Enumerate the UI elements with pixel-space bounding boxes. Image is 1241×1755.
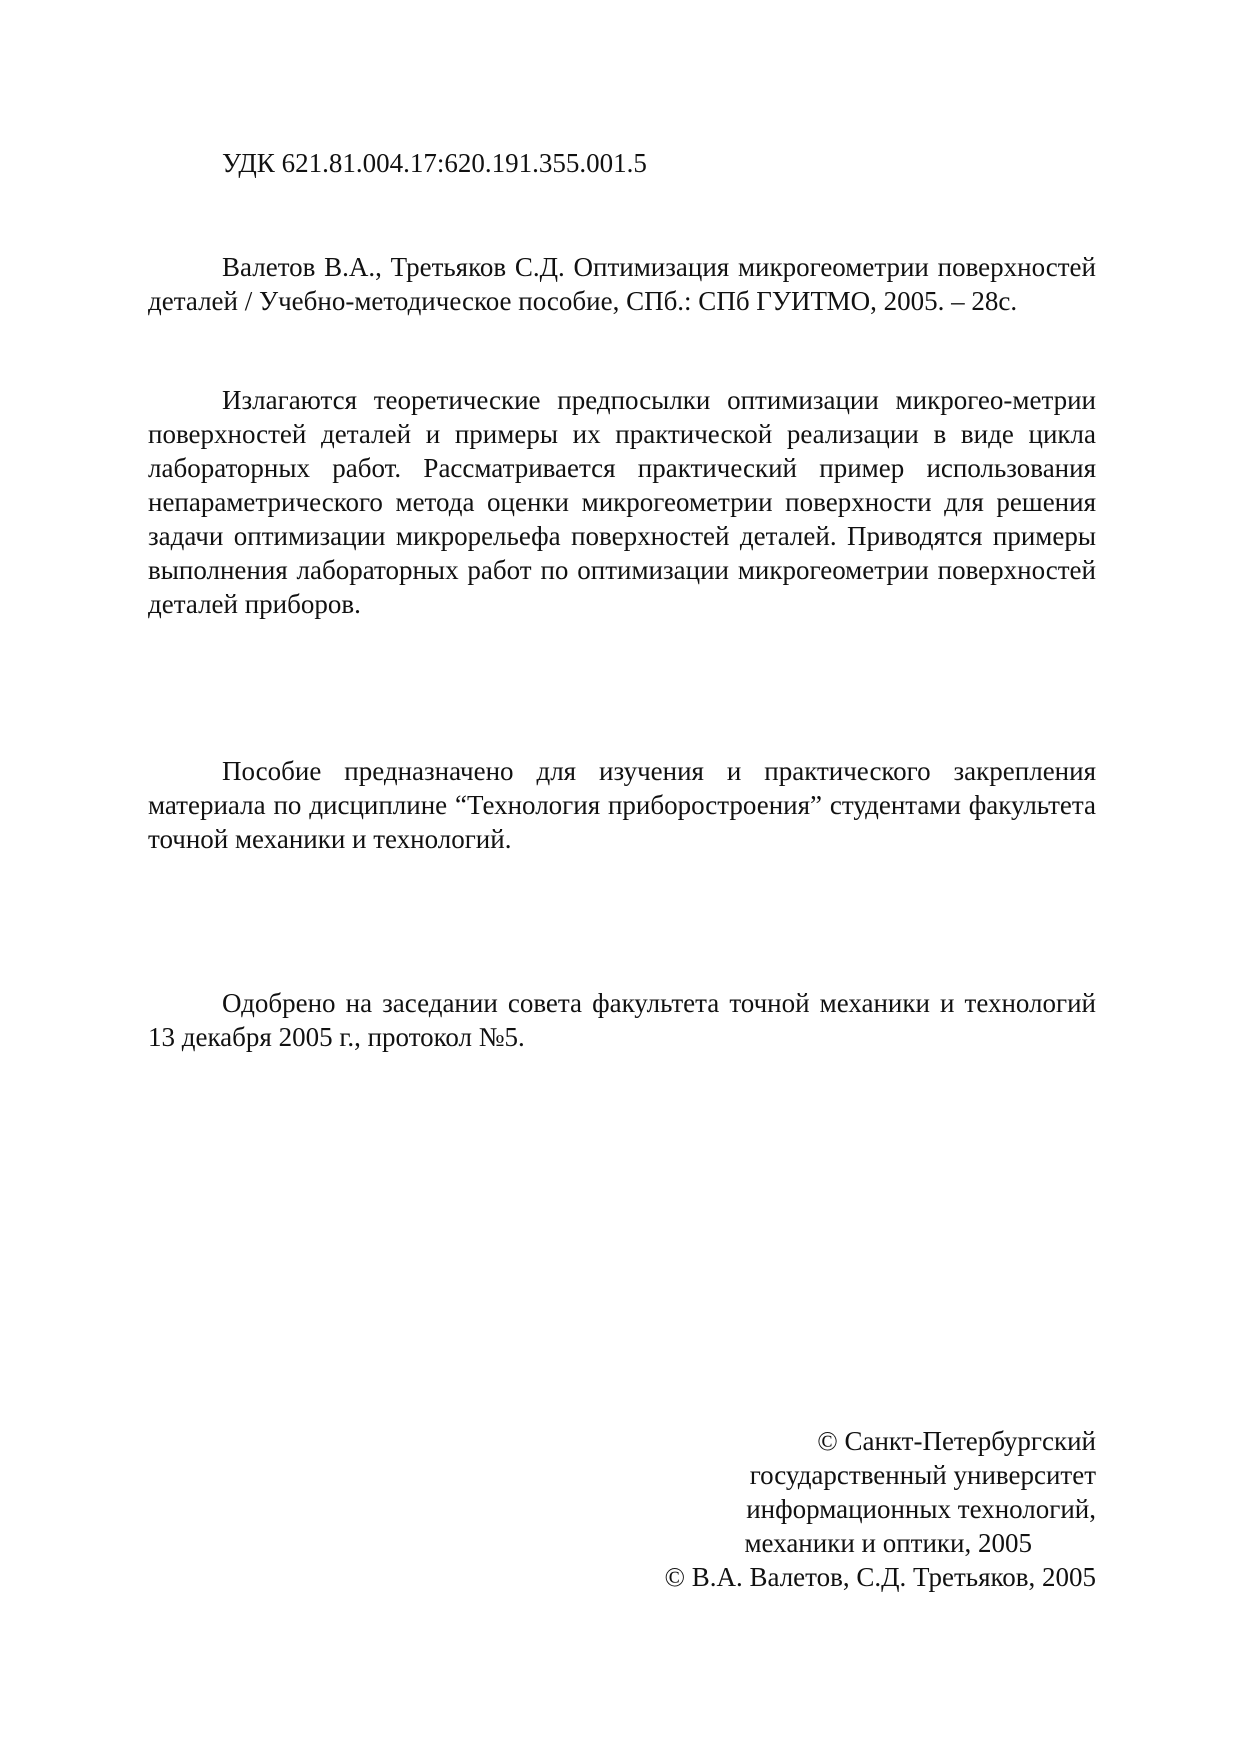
abstract-section — [148, 383, 1096, 621]
copyright-block — [664, 1424, 1096, 1594]
approval-section — [148, 986, 1096, 1054]
copyright-line-4: механики и оптики, 2005 — [744, 1528, 1032, 1558]
copyright-line-2: государственный университет — [749, 1460, 1096, 1490]
purpose-section — [148, 754, 1096, 856]
copyright-line-5: © В.А. Валетов, С.Д. Третьяков, 2005 — [664, 1562, 1096, 1592]
udk-code: УДК 621.81.004.17:620.191.355.001.5 — [222, 148, 647, 178]
approval-text: Одобрено на заседании совета факультета точной механики и технологий 13 декабря 2005 г., протокол №5. — [148, 988, 1096, 1052]
abstract-text: Излагаются теоретические предпосылки оптимизации микрогео-метрии поверхностей деталей и примеры их практической реализации в виде цикла лабораторных работ. Рассматривается практический пример использования непараметрического метода оценки микрогеометрии поверхности для решения задачи оптимизации микрорельефа поверхностей деталей. Приводятся примеры выполнения лабораторных работ по оптимизации микрогеометрии поверхностей деталей приборов. — [148, 385, 1096, 619]
purpose-text: Пособие предназначено для изучения и практического закрепления материала по дисциплине “Технология приборостроения” студентами факультета точной механики и технологий. — [148, 756, 1096, 854]
udk-section — [148, 146, 1096, 180]
copyright-line-1: © Санкт-Петербургский — [817, 1426, 1096, 1456]
copyright-line-3: информационных технологий, — [746, 1494, 1096, 1524]
bibliographic-entry: Валетов В.А., Третьяков С.Д. Оптимизация микрогеометрии поверхностей деталей / Учебно-методическое пособие, СПб.: СПб ГУИТМО, 2005. – 28с. — [148, 252, 1096, 316]
bibliographic-section — [148, 250, 1096, 318]
